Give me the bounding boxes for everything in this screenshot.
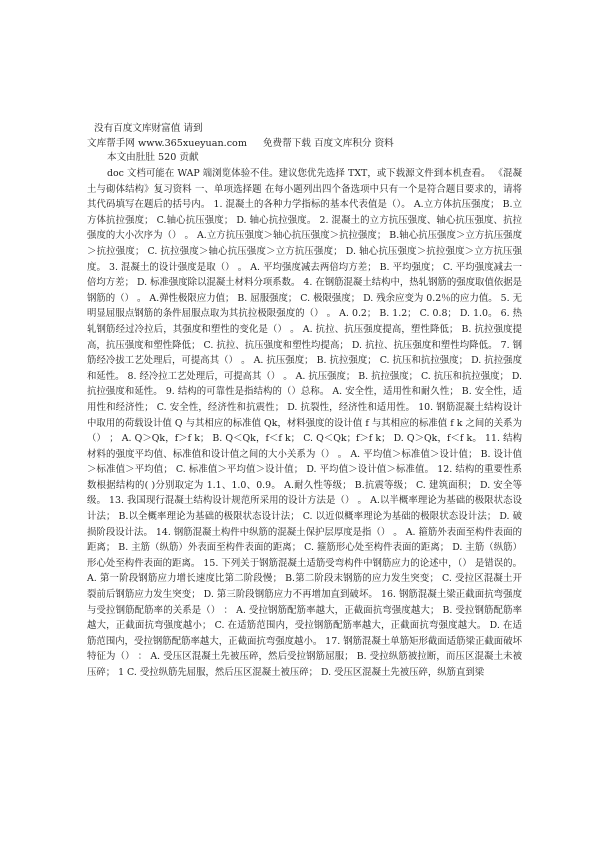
- header-site-link-text: 文库帮手网 www.365xueyuan.com: [87, 137, 247, 149]
- header-line-2: [87, 137, 547, 152]
- header-contributor: 本文由肚肚 520 贡献: [107, 152, 199, 163]
- document-header: [87, 122, 547, 166]
- document-body-text: doc 文档可能在 WAP 端浏览体验不佳。建议您优先选择 TXT，或下载源文件到本机查看。 《混凝土与砌体结构》复习资料 一、单项选择题 在每小题列出四个备选项中只有一个是符合题目要求的，请将其代码填写在题后的括号内。 1. 混凝土的各种力学指标的基本代表值是（）。 A.立方体抗压强度； B.立方体抗拉强度； C.轴心抗压强度； D. 轴心抗拉强度。 2. 混凝土的立方抗压强度、轴心抗压强度、抗拉强度的大小次序为（） 。 A.立方抗压强度＞轴心抗压强度＞抗拉强度； B.轴心抗压强度＞立方抗压强度＞抗拉强度； C. 抗拉强度＞轴心抗压强度＞立方抗压强度； D. 轴心抗压强度＞抗拉强度＞立方抗压强度。 3. 混凝土的设计强度是取（） 。 A. 平均强度减去两倍均方差； B. 平均强度； C. 平均强度减去一倍均方差； D. 标准强度除以混凝土材料分项系数。 4. 在钢筋混凝土结构中，热轧钢筋的强度取值依据是钢筋的（） 。 A.弹性极限应力值； B. 屈服强度； C. 极限强度； D. 残余应变为 0.2％的应力值。 5. 无明显屈服点钢筋的条件屈服点取为其抗拉极限强度的（） 。 A. 0.2； B. 1.2； C. 0.8； D. 1.0。 6. 热轧钢筋经过冷拉后，其强度和塑性的变化是（） 。 A. 抗拉、抗压强度提高，塑性降低； B. 抗拉强度提高，抗压强度和塑性降低； C. 抗拉、抗压强度和塑性均提高； D. 抗拉、抗压强度和塑性均降低。 7. 钢筋经冷拔工艺处理后，可提高其（） 。 A. 抗压强度； B. 抗拉强度； C. 抗压和抗拉强度； D. 抗拉强度和延性。 8. 经冷拉工艺处理后，可提高其（） 。 A. 抗压强度； B. 抗拉强度； C. 抗压和抗拉强度； D. 抗拉强度和延性。 9. 结构的可靠性是指结构的（）总称。 A. 安全性，适用性和耐久性； B. 安全性，适用性和经济性； C. 安全性，经济性和抗震性； D. 抗裂性，经济性和适用性。 10. 钢筋混凝土结构设计中取用的荷载设计值 Q 与其相应的标准值 Qk，材料强度的设计值 f 与其相应的标准值 f k 之间的关系为（） ； A. Q＞Qk，f＞f k； B. Q＜Qk，f＜f k； C. Q＜Qk；f＞f k； D. Q＞Qk，f＜f k。 11. 结构材料的强度平均值、标准值和设计值之间的大小关系为（） 。 A. 平均值＞标准值＞设计值； B. 设计值＞标准值＞平均值； C. 标准值＞平均值＞设计值； D. 平均值＞设计值＞标准值。 12. 结构的重要性系数根据结构的( )分别取定为 1.1、1.0、0.9。 A.耐久性等级； B.抗震等级； C. 建筑面积； D. 安全等级。 13. 我国现行混凝土结构设计规范所采用的设计方法是（） 。 A.以半概率理论为基础的极限状态设计法； B.以全概率理论为基础的极限状态设计法； C. 以近似概率理论为基础的极限状态设计法； D. 破损阶段设计法。 14. 钢筋混凝土构件中纵筋的混凝土保护层厚度是指（） 。 A. 箍筋外表面至构件表面的距离； B. 主筋（纵筋）外表面至构件表面的距离； C. 箍筋形心处至构件表面的距离； D. 主筋（纵筋）形心处至构件表面的距离。 15. 下列关于钢筋混凝土适筋受弯构件中钢筋应力的论述中，（） 是错误的。 A. 第一阶段钢筋应力增长速度比第二阶段慢； B.第二阶段末钢筋的应力发生突变； C. 受拉区混凝土开裂前后钢筋应力发生突变； D. 第三阶段钢筋应力不再增加直到破坏。 16. 钢筋混凝土梁正截面抗弯强度与受拉钢筋配筋率的关系是（） ： A. 受拉钢筋配筋率越大，正截面抗弯强度越大； B. 受拉钢筋配筋率越大，正截面抗弯强度越小； C. 在适筋范围内，受拉钢筋配筋率越大，正截面抗弯强度越大。 D. 在适筋范围内，受拉钢筋配筋率越大，正截面抗弯强度越小。 17. 钢筋混凝土单筋矩形截面适筋梁正截面破坏特征为（） ： A. 受压区混凝土先被压碎，然后受拉钢筋屈服； B. 受拉纵筋被拉断，而压区混凝土未被压碎； 1 C. 受拉纵筋先屈服，然后压区混凝土被压碎； D. 受压区混凝土先被压碎，纵筋直到梁: [87, 168, 522, 678]
- header-download-text: 免费帮下载 百度文库积分 资料: [262, 137, 394, 149]
- header-line-1: 没有百度文库财富值 请到: [94, 123, 203, 134]
